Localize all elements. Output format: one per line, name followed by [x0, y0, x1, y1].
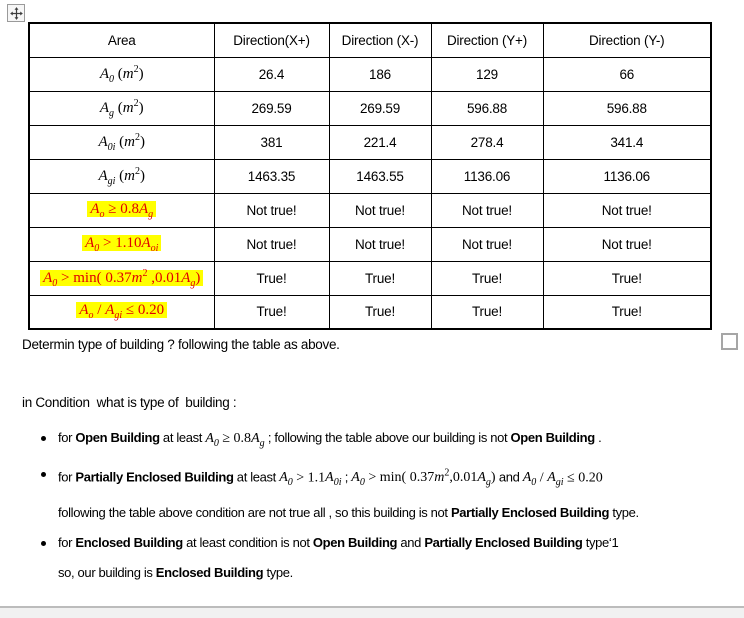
value-cell[interactable]: 269.59 — [214, 91, 329, 125]
table-move-handle[interactable] — [7, 4, 25, 22]
value-cell[interactable]: Not true! — [329, 193, 431, 227]
value-cell[interactable]: 596.88 — [543, 91, 711, 125]
bullet-item — [38, 528, 744, 588]
bullet-item — [38, 423, 744, 459]
table-row — [29, 193, 711, 227]
value-cell[interactable]: Not true! — [214, 227, 329, 261]
body-text: and — [495, 469, 523, 485]
row-label-cell[interactable] — [29, 125, 214, 159]
value-cell[interactable]: Not true! — [431, 193, 543, 227]
body-text: following the table above condition are not true all , so this building is not — [58, 505, 451, 521]
bullet-line — [58, 423, 744, 459]
body-text: ; — [341, 469, 352, 485]
bold-text: Open Building — [312, 535, 398, 551]
bold-text: Enclosed Building — [75, 535, 183, 551]
inline-formula: $A_0 \ge 0.8A_g$ — [205, 431, 265, 449]
body-text: type‘1 — [582, 535, 619, 551]
column-header: Direction (Y-) — [543, 23, 711, 57]
body-text: for — [58, 535, 76, 551]
table-row — [29, 125, 711, 159]
body-text: at least — [159, 430, 206, 445]
row-label-cell[interactable] — [29, 261, 214, 295]
row-label-cell[interactable] — [29, 159, 214, 193]
determine-type-paragraph: Determin type of building ? following the table as above. — [22, 337, 340, 352]
value-cell[interactable]: 596.88 — [431, 91, 543, 125]
row-label-cell[interactable] — [29, 193, 214, 227]
value-cell[interactable]: 186 — [329, 57, 431, 91]
body-text: so, our building is — [58, 565, 156, 581]
value-cell[interactable]: Not true! — [329, 227, 431, 261]
value-cell[interactable]: 1136.06 — [431, 159, 543, 193]
bold-text: Partially Enclosed Building — [424, 535, 583, 551]
inline-formula: $A_0 > 1.1A_{0i}$ — [279, 470, 342, 489]
area-symbol: $A_{0i}$ $(m^2)$ — [98, 131, 146, 153]
bold-text: Open Building — [510, 430, 595, 445]
page-bottom-edge — [0, 606, 744, 618]
bold-text: Partially Enclosed Building — [450, 505, 610, 521]
body-text: for — [58, 469, 76, 485]
area-symbol: $A_{gi}$ $(m^2)$ — [98, 165, 146, 187]
row-label-cell[interactable] — [29, 57, 214, 91]
condition-formula: $A_o / A_{gi} \le 0.20$ — [76, 302, 167, 318]
inline-formula: $A_0 / A_{gi} \le 0.20$ — [522, 470, 603, 489]
value-cell[interactable]: True! — [431, 261, 543, 295]
value-cell[interactable]: 26.4 — [214, 57, 329, 91]
body-text: and — [397, 535, 425, 551]
value-cell[interactable]: True! — [214, 261, 329, 295]
value-cell[interactable]: 1463.35 — [214, 159, 329, 193]
bullet-item — [38, 459, 744, 528]
row-label-cell[interactable] — [29, 227, 214, 261]
condition-formula: $A_0 > \min$( $0.37m^2$ $,0.01A_g$) — [40, 270, 203, 286]
value-cell[interactable]: Not true! — [543, 227, 711, 261]
value-cell[interactable]: True! — [214, 295, 329, 329]
table-row — [29, 159, 711, 193]
area-symbol: $A_g$ $(m^2)$ — [99, 97, 144, 119]
condition-question-paragraph: in Condition what is type of building : — [22, 395, 237, 410]
column-header: Direction (X-) — [329, 23, 431, 57]
building-area-table — [28, 22, 712, 330]
bullet-line — [58, 528, 744, 558]
value-cell[interactable]: 66 — [543, 57, 711, 91]
table-row — [29, 261, 711, 295]
value-cell[interactable]: True! — [543, 261, 711, 295]
body-text: . — [594, 430, 602, 445]
table-row — [29, 91, 711, 125]
value-cell[interactable]: Not true! — [543, 193, 711, 227]
body-text: for — [58, 430, 76, 445]
table-row — [29, 227, 711, 261]
building-type-bullet-list — [38, 423, 744, 588]
value-cell[interactable]: 269.59 — [329, 91, 431, 125]
area-symbol: $A_0$ $(m^2)$ — [99, 63, 144, 85]
value-cell[interactable]: 1136.06 — [543, 159, 711, 193]
inline-formula: $A_0 > \min$( $0.37m^2,0.01A_g$) — [351, 467, 496, 489]
body-text: type. — [609, 505, 639, 521]
condition-formula: $A_o \ge 0.8A_g$ — [87, 201, 156, 217]
condition-formula: $A_0 > 1.10A_{oi}$ — [82, 235, 161, 251]
four-way-move-arrow-icon — [10, 7, 23, 20]
value-cell[interactable]: 278.4 — [431, 125, 543, 159]
column-header: Direction (Y+) — [431, 23, 543, 57]
bullet-line — [58, 459, 744, 498]
row-label-cell[interactable] — [29, 295, 214, 329]
value-cell[interactable]: 221.4 — [329, 125, 431, 159]
value-cell[interactable]: True! — [329, 295, 431, 329]
bold-text: Open Building — [75, 430, 160, 445]
table-row — [29, 295, 711, 329]
value-cell[interactable]: Not true! — [431, 227, 543, 261]
value-cell[interactable]: True! — [329, 261, 431, 295]
value-cell[interactable]: Not true! — [214, 193, 329, 227]
column-header: Direction(X+) — [214, 23, 329, 57]
table-header-row — [29, 23, 711, 57]
column-header: Area — [29, 23, 214, 57]
value-cell[interactable]: 1463.55 — [329, 159, 431, 193]
bold-text: Partially Enclosed Building — [75, 469, 234, 485]
body-text: type. — [263, 565, 293, 581]
bullet-line — [58, 558, 744, 588]
value-cell[interactable]: True! — [431, 295, 543, 329]
bullet-line — [58, 498, 744, 528]
value-cell[interactable]: 341.4 — [543, 125, 711, 159]
body-text: ; following the table above our building is not — [264, 430, 511, 445]
value-cell[interactable]: True! — [543, 295, 711, 329]
value-cell[interactable]: 129 — [431, 57, 543, 91]
value-cell[interactable]: 381 — [214, 125, 329, 159]
bold-text: Enclosed Building — [155, 565, 264, 581]
table-row — [29, 57, 711, 91]
table-resize-handle[interactable] — [721, 333, 738, 350]
body-text: at least condition is not — [182, 535, 313, 551]
body-text: at least — [233, 469, 280, 485]
row-label-cell[interactable] — [29, 91, 214, 125]
